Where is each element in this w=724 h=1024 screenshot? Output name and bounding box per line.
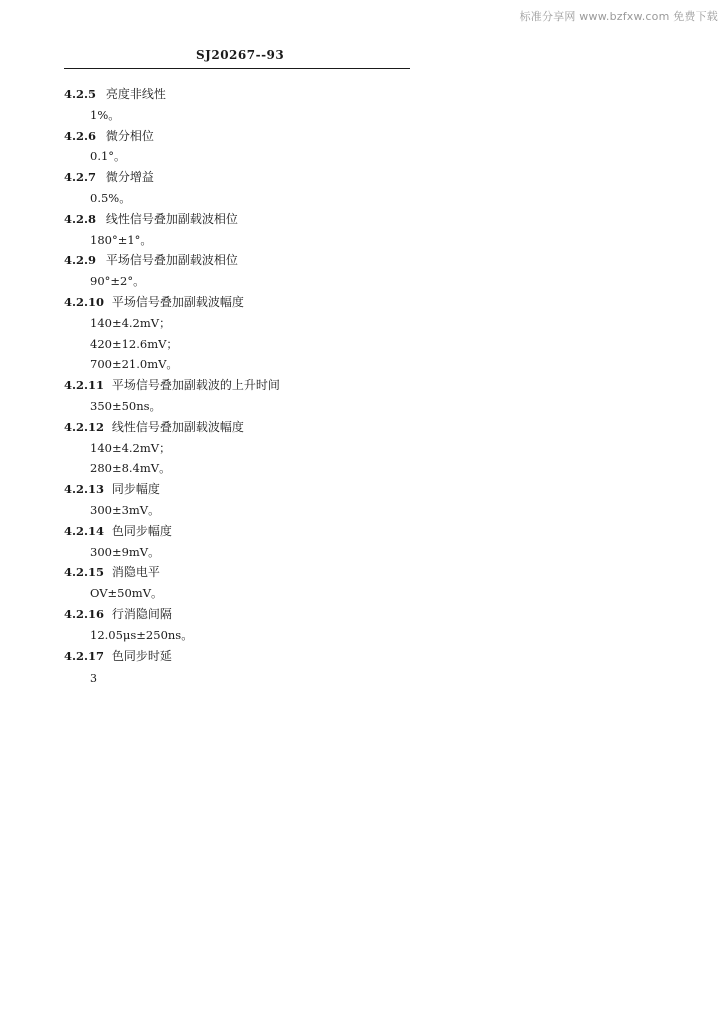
clause-heading bbox=[64, 209, 424, 230]
clause-title: 线性信号叠加副载波幅度 bbox=[111, 419, 244, 434]
clause-title: 亮度非线性 bbox=[105, 87, 166, 101]
clause-value: 12.05μs±250ns。 bbox=[90, 627, 193, 642]
clause-value: 280±8.4mV。 bbox=[90, 461, 171, 476]
clause-number: 4.2.8 bbox=[64, 211, 97, 226]
clause-number: 4.2.5 bbox=[64, 87, 97, 101]
clause-title: 平场信号叠加副载波相位 bbox=[105, 253, 238, 268]
clause-title: 微分增益 bbox=[105, 170, 154, 185]
clause-title: 同步幅度 bbox=[111, 482, 160, 497]
clause-heading bbox=[64, 646, 424, 667]
clause-title: 色同步时延 bbox=[111, 648, 172, 663]
clause-number: 4.2.14 bbox=[64, 523, 105, 538]
page-number: 3 bbox=[90, 672, 97, 685]
clause-heading bbox=[64, 167, 424, 188]
clause-number: 4.2.7 bbox=[64, 170, 97, 185]
clause-number: 4.2.11 bbox=[64, 378, 105, 393]
clause-number: 4.2.12 bbox=[64, 419, 105, 434]
clause-title: 平场信号叠加副载波的上升时间 bbox=[111, 378, 280, 393]
clause-number: 4.2.10 bbox=[64, 294, 105, 309]
clause-number: 4.2.6 bbox=[64, 128, 97, 143]
clause-title: 平场信号叠加副载波幅度 bbox=[111, 294, 244, 309]
clause-value: 300±9mV。 bbox=[90, 544, 160, 559]
clause-title: 色同步幅度 bbox=[111, 523, 172, 538]
clause-value: 350±50ns。 bbox=[90, 398, 162, 413]
clause-number: 4.2.13 bbox=[64, 482, 105, 497]
clause-heading bbox=[64, 250, 424, 271]
clause-title: 行消隐间隔 bbox=[111, 606, 172, 621]
clause-heading bbox=[64, 417, 424, 438]
clause-title: 线性信号叠加副载波相位 bbox=[105, 211, 238, 226]
clause-title: 消隐电平 bbox=[111, 565, 160, 580]
clause-heading bbox=[64, 562, 424, 583]
clause-value: 140±4.2mV； bbox=[90, 315, 171, 330]
clause-value: 0.1°。 bbox=[90, 149, 126, 164]
clause-value: 420±12.6mV； bbox=[90, 336, 178, 351]
clause-value: 1%。 bbox=[90, 107, 120, 122]
header-divider bbox=[64, 68, 410, 69]
clause-heading bbox=[64, 604, 424, 625]
clause-value: 90°±2°。 bbox=[90, 274, 145, 289]
clause-heading bbox=[64, 126, 424, 147]
clause-heading bbox=[64, 375, 424, 396]
clause-value: 300±3mV。 bbox=[90, 502, 160, 517]
clause-title: 微分相位 bbox=[105, 128, 154, 143]
clause-value: OV±50mV。 bbox=[90, 586, 163, 601]
watermark-text: 标准分享网 www.bzfxw.com 免费下载 bbox=[519, 10, 718, 23]
clause-heading bbox=[64, 479, 424, 500]
clause-value: 180°±1°。 bbox=[90, 232, 152, 247]
clause-value: 0.5%。 bbox=[90, 190, 131, 205]
clause-number: 4.2.16 bbox=[64, 606, 105, 621]
document-code-header: SJ20267--93 bbox=[196, 48, 285, 62]
clause-heading bbox=[64, 292, 424, 313]
clause-number: 4.2.17 bbox=[64, 648, 105, 663]
clause-number: 4.2.9 bbox=[64, 253, 97, 268]
clause-list bbox=[64, 84, 424, 666]
clause-value: 140±4.2mV； bbox=[90, 440, 171, 455]
clause-heading bbox=[64, 84, 424, 105]
clause-number: 4.2.15 bbox=[64, 565, 105, 580]
clause-value: 700±21.0mV。 bbox=[90, 357, 178, 372]
clause-heading bbox=[64, 521, 424, 542]
